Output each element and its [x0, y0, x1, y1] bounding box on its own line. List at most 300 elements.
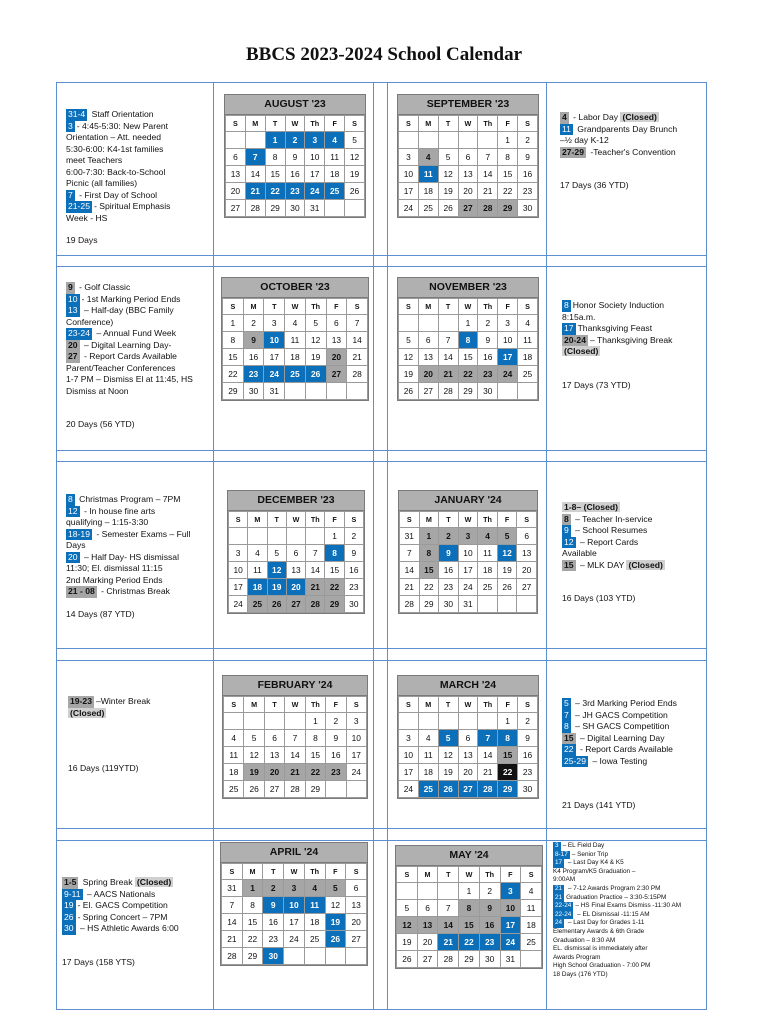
day-cell: 2 [518, 132, 538, 149]
day-cell: 11 [518, 332, 538, 349]
day-cell: 13 [517, 545, 537, 562]
weekday-label: M [245, 116, 265, 132]
day-cell: 21 [400, 579, 420, 596]
day-cell: 18 [478, 562, 498, 579]
day-cell: 14 [347, 332, 368, 349]
day-cell: 24 [346, 764, 366, 781]
week-row [399, 332, 538, 349]
day-cell: 11 [418, 747, 438, 764]
note-line [562, 312, 702, 324]
note-text: 17 Days (36 YTD) [560, 180, 629, 190]
week-row [229, 562, 364, 579]
note-line [553, 885, 703, 894]
note-text: - Labor Day [570, 112, 621, 122]
day-cell: 17 [346, 747, 366, 764]
note-line [66, 121, 211, 133]
day-cell: 23 [518, 183, 538, 200]
day-cell: 28 [438, 951, 459, 968]
day-cell: 4 [418, 730, 438, 747]
weekday-label: S [346, 697, 366, 713]
day-cell: 6 [326, 315, 347, 332]
day-cell: 19 [267, 579, 286, 596]
day-cell: 1 [459, 883, 480, 900]
note-spacer [66, 408, 211, 419]
date-tag: 20 [68, 551, 78, 562]
date-tag: 13 [68, 305, 78, 315]
day-cell: 29 [305, 781, 325, 798]
day-cell: 3 [305, 132, 325, 149]
note-text: – Half Day- HS dismissal [81, 551, 179, 562]
day-cell [244, 713, 264, 730]
day-cell: 19 [438, 764, 458, 781]
week-row [224, 713, 367, 730]
day-cell: 24 [458, 579, 478, 596]
day-cell: 12 [438, 747, 458, 764]
day-cell: 15 [498, 747, 518, 764]
day-cell: 7 [438, 900, 459, 917]
note-text: – 7-12 Awards Program 2:30 PM [566, 884, 661, 892]
day-cell: 24 [399, 781, 419, 798]
week-row [397, 900, 542, 917]
day-cell: 31 [222, 880, 243, 897]
note-line [62, 923, 212, 935]
week-row [222, 880, 367, 897]
weekday-label: W [458, 299, 478, 315]
day-cell: 24 [498, 366, 518, 383]
note-line [66, 328, 211, 340]
weekday-label: Th [305, 299, 326, 315]
day-cell: 31 [264, 383, 285, 400]
date-tag: 22-24 [555, 910, 572, 918]
note-line [553, 894, 703, 903]
notes-january [562, 502, 702, 605]
grid-divider [213, 83, 214, 1009]
closed-label: (Closed) [70, 707, 105, 718]
weekday-label: M [418, 116, 438, 132]
note-text: meet Teachers [66, 155, 123, 165]
weekday-label: T [263, 864, 284, 880]
date-tag: 8 [564, 721, 569, 731]
date-tag: 21 [555, 893, 563, 901]
week-row [223, 383, 368, 400]
note-line [560, 112, 700, 124]
weekday-label: S [345, 116, 365, 132]
weekday-header [399, 116, 538, 132]
day-cell: 25 [224, 781, 244, 798]
note-line [562, 502, 702, 514]
day-cell: 30 [263, 948, 284, 965]
note-text: –Winter Break [95, 696, 151, 706]
day-cell: 11 [248, 562, 267, 579]
note-spacer [562, 778, 702, 789]
note-text: Picnic (all families) [66, 178, 138, 188]
date-tag: 8 [564, 300, 569, 310]
note-text: – Last Day K4 & K5 [566, 859, 624, 867]
day-cell: 8 [305, 730, 325, 747]
note-line [62, 889, 212, 901]
weekday-label: M [418, 299, 438, 315]
day-cell: 13 [418, 349, 438, 366]
date-tag: 20 [68, 339, 78, 350]
weekday-label: T [438, 116, 458, 132]
date-tag: 7 [68, 189, 73, 200]
weekday-label: T [265, 116, 285, 132]
month-title: APRIL '24 [221, 843, 367, 863]
calendar-august [224, 94, 366, 218]
day-cell: 11 [304, 897, 325, 914]
day-cell: 29 [498, 781, 518, 798]
week-row [224, 764, 367, 781]
note-line [66, 190, 211, 202]
note-text: Parent/Teacher Conferences [66, 362, 176, 373]
note-text: Available [562, 548, 597, 558]
day-cell: 4 [418, 149, 438, 166]
week-row [399, 132, 538, 149]
day-cell: 13 [458, 166, 478, 183]
day-cell: 1 [325, 528, 344, 545]
day-cell: 12 [267, 562, 286, 579]
note-spacer [562, 582, 702, 593]
weekday-label: Th [305, 116, 325, 132]
week-row [397, 883, 542, 900]
note-text: 6:00-7:30: Back-to-School [66, 166, 166, 177]
month-table [399, 511, 537, 613]
grid-divider [387, 83, 388, 1009]
date-tag: 8-17 [555, 850, 568, 858]
day-cell: 17 [305, 166, 325, 183]
day-cell [438, 132, 458, 149]
day-cell: 9 [439, 545, 459, 562]
note-text: -Teacher's Convention [587, 146, 676, 157]
note-text: Orientation – Att. needed [66, 132, 162, 142]
day-cell: 18 [418, 764, 438, 781]
note-text: – HS Athletic Awards 6:00 [77, 923, 179, 933]
date-tag: 15 [564, 559, 574, 570]
day-cell [325, 200, 345, 217]
weekday-label: S [517, 512, 537, 528]
week-row [399, 781, 538, 798]
day-cell: 19 [438, 183, 458, 200]
day-cell: 26 [305, 366, 326, 383]
note-spacer [68, 719, 208, 730]
note-text: – JH GACS Competition [572, 709, 668, 720]
day-cell: 8 [325, 545, 344, 562]
weekday-label: Th [478, 697, 498, 713]
date-tag: 9-11 [64, 888, 81, 899]
day-cell [347, 383, 368, 400]
day-cell: 18 [285, 349, 306, 366]
day-cell: 20 [458, 183, 478, 200]
day-cell [285, 713, 305, 730]
note-line [66, 167, 211, 179]
day-cell: 8 [498, 730, 518, 747]
day-cell: 21 [438, 366, 458, 383]
weekday-header [226, 116, 365, 132]
day-cell: 28 [306, 596, 325, 613]
date-tag: 19 [64, 900, 74, 910]
day-cell: 12 [438, 166, 458, 183]
day-cell: 17 [500, 917, 521, 934]
day-cell [399, 132, 419, 149]
note-line [562, 525, 702, 537]
day-cell: 26 [438, 200, 458, 217]
day-cell: 17 [284, 914, 305, 931]
note-line [562, 756, 702, 768]
date-tag: 21-25 [68, 201, 90, 211]
day-cell: 14 [222, 914, 243, 931]
note-line [560, 180, 700, 192]
day-cell: 15 [419, 562, 439, 579]
day-cell: 22 [223, 366, 244, 383]
day-cell: 25 [418, 200, 438, 217]
note-line [562, 514, 702, 526]
weekday-header [224, 697, 367, 713]
day-cell: 7 [245, 149, 265, 166]
weekday-label: F [325, 864, 346, 880]
day-cell: 10 [346, 730, 366, 747]
weekday-label: Th [304, 864, 325, 880]
weekday-label: T [267, 512, 286, 528]
weekday-header [399, 299, 538, 315]
date-tag: 18-19 [68, 528, 90, 539]
closed-label: 1-8– (Closed) [564, 502, 618, 512]
day-cell: 18 [224, 764, 244, 781]
date-tag: 21 - 08 [68, 586, 95, 596]
day-cell: 3 [346, 713, 366, 730]
notes-may [553, 842, 703, 980]
note-text: 16 Days (119YTD) [68, 763, 139, 773]
day-cell: 16 [439, 562, 459, 579]
day-cell: 17 [399, 183, 419, 200]
day-cell: 5 [267, 545, 286, 562]
day-cell [518, 383, 538, 400]
day-cell: 5 [244, 730, 264, 747]
note-line [62, 957, 212, 969]
day-cell [304, 948, 325, 965]
day-cell [418, 713, 438, 730]
day-cell: 23 [285, 183, 305, 200]
calendar-november [397, 277, 539, 401]
grid-divider [57, 828, 706, 829]
note-line [560, 124, 700, 136]
day-cell: 15 [305, 747, 325, 764]
day-cell: 4 [248, 545, 267, 562]
calendar-may [395, 845, 543, 969]
weekday-label: T [438, 697, 458, 713]
day-cell: 25 [304, 931, 325, 948]
note-text: - El. GACS Competition [77, 900, 168, 910]
day-cell: 11 [285, 332, 306, 349]
note-text: Graduation – 8:30 AM [553, 936, 616, 944]
day-cell: 13 [264, 747, 284, 764]
day-cell: 5 [397, 900, 418, 917]
weekday-label: S [399, 299, 419, 315]
notes-august [66, 109, 211, 247]
day-cell: 1 [242, 880, 263, 897]
day-cell: 18 [248, 579, 267, 596]
day-cell: 22 [459, 934, 480, 951]
note-spacer [62, 935, 212, 946]
note-line [562, 323, 702, 335]
note-spacer [562, 358, 702, 369]
week-row [222, 948, 367, 965]
weekday-label: W [458, 697, 478, 713]
day-cell [397, 883, 418, 900]
day-cell: 10 [399, 166, 419, 183]
date-tag: 30 [64, 923, 74, 933]
note-line [66, 563, 211, 575]
note-line [562, 380, 702, 392]
day-cell: 25 [248, 596, 267, 613]
weekday-label: W [285, 116, 305, 132]
day-cell: 5 [325, 880, 346, 897]
day-cell: 21 [222, 931, 243, 948]
closed-label: (Closed) [622, 112, 657, 122]
day-cell: 27 [346, 931, 367, 948]
day-cell: 11 [521, 900, 542, 917]
note-text: – Half-day (BBC Family [81, 305, 174, 315]
day-cell: 29 [498, 200, 518, 217]
note-text: - Spring Concert – 7PM [77, 911, 168, 922]
day-cell: 29 [419, 596, 439, 613]
weekday-label: M [244, 697, 264, 713]
day-cell: 9 [518, 730, 538, 747]
weekday-label: T [264, 299, 285, 315]
day-cell [326, 383, 347, 400]
weekday-label: Th [478, 116, 498, 132]
weekday-header [399, 697, 538, 713]
note-line [553, 851, 703, 860]
date-tag: 15 [564, 732, 574, 743]
note-line [562, 698, 702, 710]
notes-march [562, 698, 702, 812]
day-cell: 29 [265, 200, 285, 217]
weekday-label: F [326, 697, 346, 713]
note-line [562, 733, 702, 745]
day-cell: 2 [326, 713, 346, 730]
note-text: – Teacher In-service [572, 513, 653, 524]
note-line [66, 235, 211, 247]
day-cell: 4 [325, 132, 345, 149]
note-spacer [62, 946, 212, 957]
day-cell: 8 [265, 149, 285, 166]
weekday-label: F [498, 697, 518, 713]
day-cell: 26 [244, 781, 264, 798]
day-cell: 12 [497, 545, 517, 562]
day-cell: 23 [243, 366, 264, 383]
day-cell: 15 [223, 349, 244, 366]
day-cell: 30 [285, 200, 305, 217]
day-cell [245, 132, 265, 149]
day-cell [325, 948, 346, 965]
day-cell: 1 [265, 132, 285, 149]
day-cell: 16 [518, 166, 538, 183]
day-cell: 5 [399, 332, 419, 349]
week-row [229, 596, 364, 613]
day-cell [417, 883, 438, 900]
day-cell [345, 200, 365, 217]
notes-november [562, 300, 702, 391]
note-text: – 3rd Marking Period Ends [572, 698, 677, 708]
day-cell: 11 [325, 149, 345, 166]
day-cell: 20 [264, 764, 284, 781]
note-text: - 1st Marking Period Ends [81, 293, 181, 304]
day-cell: 9 [478, 332, 498, 349]
note-line [562, 721, 702, 733]
day-cell: 25 [285, 366, 306, 383]
day-cell: 23 [439, 579, 459, 596]
note-spacer [560, 169, 700, 180]
weekday-label: S [344, 512, 363, 528]
day-cell: 2 [344, 528, 363, 545]
grid-divider [57, 450, 706, 451]
weekday-label: S [399, 697, 419, 713]
weekday-header [400, 512, 537, 528]
note-line [66, 282, 211, 294]
day-cell: 12 [305, 332, 326, 349]
day-cell: 8 [459, 900, 480, 917]
day-cell: 7 [285, 730, 305, 747]
day-cell: 2 [518, 713, 538, 730]
week-row [399, 183, 538, 200]
weekday-label: F [325, 512, 344, 528]
day-cell: 2 [263, 880, 284, 897]
weekday-label: W [458, 512, 478, 528]
grid-divider [57, 461, 706, 462]
weekday-label: W [285, 299, 306, 315]
note-text: EL. dismissal is immediately after [553, 945, 648, 953]
date-tag: 4 [562, 112, 567, 122]
day-cell: 3 [498, 315, 518, 332]
day-cell: 30 [243, 383, 264, 400]
note-text: Grandparents Day Brunch [574, 123, 678, 134]
day-cell: 23 [326, 764, 346, 781]
day-cell: 26 [438, 781, 458, 798]
day-cell: 16 [344, 562, 363, 579]
day-cell: 23 [479, 934, 500, 951]
day-cell: 10 [284, 897, 305, 914]
date-tag: 27 [68, 351, 78, 361]
day-cell: 6 [458, 149, 478, 166]
note-line [553, 928, 703, 937]
day-cell [438, 315, 458, 332]
notes-october [66, 282, 211, 431]
day-cell: 20 [346, 914, 367, 931]
note-text: 17 Days (158 YTS) [62, 956, 135, 967]
note-text: Dismiss at Noon [66, 385, 129, 396]
grid-divider [57, 255, 706, 256]
month-table [223, 696, 367, 798]
grid-divider [57, 840, 706, 841]
day-cell: 24 [229, 596, 248, 613]
day-cell: 21 [285, 764, 305, 781]
day-cell: 24 [305, 183, 325, 200]
day-cell: 30 [518, 200, 538, 217]
day-cell: 19 [325, 914, 346, 931]
weekday-label: F [325, 116, 345, 132]
grid-divider [57, 266, 706, 267]
day-cell: 7 [347, 315, 368, 332]
note-line [553, 842, 703, 851]
note-line [553, 868, 703, 877]
day-cell: 10 [305, 149, 325, 166]
note-text: 8:15a.m. [562, 311, 596, 322]
day-cell: 27 [458, 781, 478, 798]
weekday-label: F [326, 299, 347, 315]
month-table [398, 696, 538, 798]
day-cell: 30 [344, 596, 363, 613]
day-cell [226, 132, 246, 149]
